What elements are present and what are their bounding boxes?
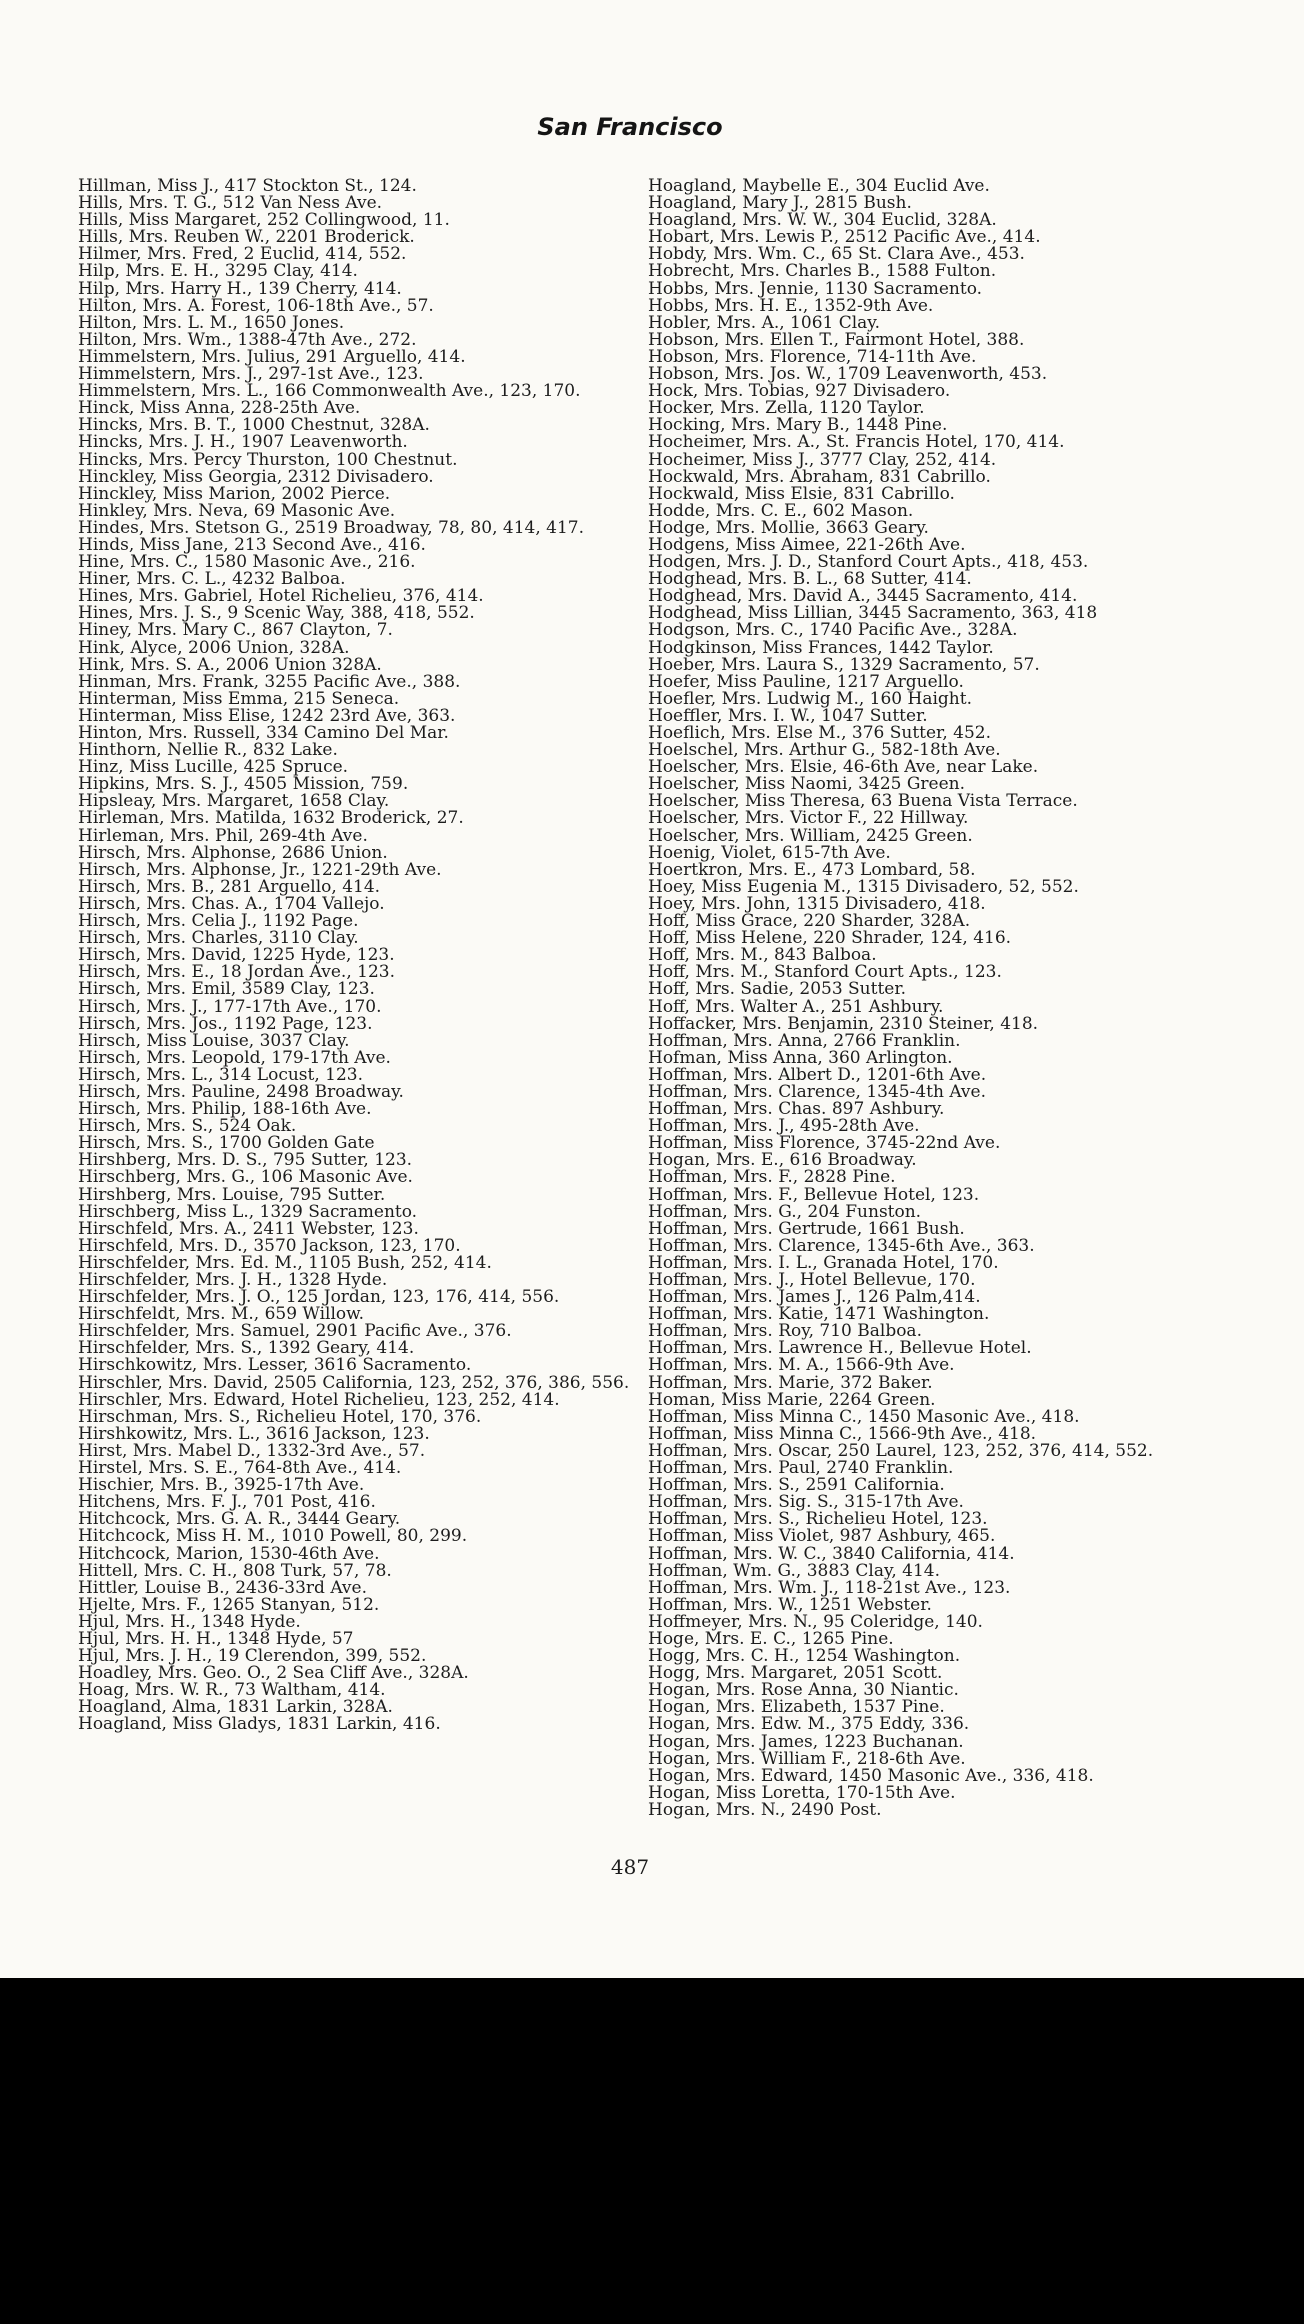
directory-entry: Hirsch, Mrs. Emil, 3589 Clay, 123. (78, 979, 375, 1000)
directory-entry: Hirschler, Mrs. Edward, Hotel Richelieu, 123, 252, 414. (78, 1389, 560, 1410)
directory-entry: Hirsch, Mrs. E., 18 Jordan Ave., 123. (78, 962, 395, 983)
directory-entry: Hischier, Mrs. B., 3925-17th Ave. (78, 1475, 365, 1496)
directory-entry: Hoefer, Miss Pauline, 1217 Arguello. (648, 671, 964, 692)
directory-entry: Hitchcock, Miss H. M., 1010 Powell, 80, 299. (78, 1526, 468, 1547)
directory-entry: Hoffman, Mrs. W. C., 3840 California, 414. (648, 1543, 1015, 1564)
directory-entry: Hitchens, Mrs. F. J., 701 Post, 416. (78, 1492, 376, 1513)
directory-entry: Hoffman, Mrs. Katie, 1471 Washington. (648, 1304, 990, 1325)
directory-entry: Hills, Miss Margaret, 252 Collingwood, 11. (78, 210, 450, 231)
directory-entry: Hoffman, Miss Minna C., 1450 Masonic Ave., 418. (648, 1406, 1080, 1427)
directory-entry: Hoffman, Mrs. Paul, 2740 Franklin. (648, 1458, 954, 1479)
directory-entry: Hoelscher, Miss Naomi, 3425 Green. (648, 774, 966, 795)
directory-entry: Hodde, Mrs. C. E., 602 Mason. (648, 500, 914, 521)
directory-entry: Hink, Mrs. S. A., 2006 Union 328A. (78, 654, 382, 675)
directory-entry: Hirleman, Mrs. Matilda, 1632 Broderick, 27. (78, 808, 464, 829)
directory-entry: Hirsch, Mrs. B., 281 Arguello, 414. (78, 876, 381, 897)
directory-entry: Hinckley, Miss Marion, 2002 Pierce. (78, 483, 391, 504)
directory-entry: Hirsch, Mrs. David, 1225 Hyde, 123. (78, 945, 395, 966)
directory-entry: Hirschfelder, Mrs. J. H., 1328 Hyde. (78, 1270, 388, 1290)
directory-entry: Hogg, Mrs. C. H., 1254 Washington. (648, 1646, 961, 1667)
directory-entry: Hodghead, Miss Lillian, 3445 Sacramento, 363, 418 (648, 603, 1098, 624)
directory-entry: Hoffman, Mrs. J., 495-28th Ave. (648, 1116, 920, 1137)
directory-entry: Hirschfeld, Mrs. D., 3570 Jackson, 123, 170. (78, 1235, 461, 1256)
directory-entry: Hills, Mrs. T. G., 512 Van Ness Ave. (78, 193, 383, 214)
directory-entry: Hines, Mrs. Gabriel, Hotel Richelieu, 376, 414. (78, 586, 484, 607)
directory-entry: Hoagland, Mary J., 2815 Bush. (648, 193, 912, 214)
directory-entry: Hogan, Mrs. N., 2490 Post. (648, 1799, 882, 1820)
directory-entry: Hincks, Mrs. Percy Thurston, 100 Chestnut. (78, 449, 458, 470)
directory-entry: Hipsleay, Mrs. Margaret, 1658 Clay. (78, 791, 390, 812)
directory-entry: Hinds, Miss Jane, 213 Second Ave., 416. (78, 534, 426, 555)
directory-entry: Hockwald, Mrs. Abraham, 831 Cabrillo. (648, 466, 991, 487)
directory-entry: Hjelte, Mrs. F., 1265 Stanyan, 512. (78, 1594, 380, 1615)
directory-entry: Hirsch, Mrs. S., 524 Oak. (78, 1116, 297, 1137)
directory-entry: Hoffman, Mrs. James J., 126 Palm,414. (648, 1287, 981, 1308)
directory-entry: Hodghead, Mrs. B. L., 68 Sutter, 414. (648, 569, 972, 590)
directory-entry: Hillman, Miss J., 417 Stockton St., 124. (78, 176, 417, 196)
directory-entry: Hinz, Miss Lucille, 425 Spruce. (78, 757, 349, 778)
directory-entry: Hirshkowitz, Mrs. L., 3616 Jackson, 123. (78, 1423, 430, 1444)
directory-entry: Hoff, Mrs. M., 843 Balboa. (648, 945, 877, 966)
directory-entry: Hilton, Mrs. A. Forest, 106-18th Ave., 57. (78, 295, 434, 316)
directory-entry: Hodgen, Mrs. J. D., Stanford Court Apts., 418, 453. (648, 552, 1089, 573)
directory-entry: Hirschfeldt, Mrs. M., 659 Willow. (78, 1304, 365, 1325)
directory-entry: Hilton, Mrs. L. M., 1650 Jones. (78, 312, 345, 333)
directory-entry: Hirschberg, Mrs. G., 106 Masonic Ave. (78, 1167, 413, 1188)
directory-entry: Hoff, Miss Grace, 220 Sharder, 328A. (648, 911, 971, 932)
directory-entry: Hoagland, Miss Gladys, 1831 Larkin, 416. (78, 1714, 441, 1735)
directory-entry: Hoeffler, Mrs. I. W., 1047 Sutter. (648, 705, 928, 726)
directory-entry: Hirschman, Mrs. S., Richelieu Hotel, 170, 376. (78, 1406, 482, 1427)
directory-entry: Hoffman, Mrs. Chas. 897 Ashbury. (648, 1099, 945, 1120)
directory-entry: Hinterman, Miss Elise, 1242 23rd Ave, 363. (78, 705, 456, 726)
directory-entry: Hinck, Miss Anna, 228-25th Ave. (78, 398, 361, 419)
directory-entry: Hocheimer, Miss J., 3777 Clay, 252, 414. (648, 449, 997, 470)
directory-entry: Hoff, Mrs. M., Stanford Court Apts., 123. (648, 962, 1002, 983)
directory-entry: Hitchcock, Marion, 1530-46th Ave. (78, 1543, 380, 1564)
directory-entry: Hirschfelder, Mrs. J. O., 125 Jordan, 123, 176, 414, 556. (78, 1287, 560, 1308)
directory-entry: Hogan, Mrs. E., 616 Broadway. (648, 1150, 917, 1171)
directory-entry: Hoey, Mrs. John, 1315 Divisadero, 418. (648, 893, 986, 914)
directory-entry: Hilmer, Mrs. Fred, 2 Euclid, 414, 552. (78, 244, 407, 265)
directory-entry: Hobson, Mrs. Florence, 714-11th Ave. (648, 346, 977, 367)
directory-entry: Hoelscher, Mrs. Elsie, 46-6th Ave, near Lake. (648, 757, 1039, 778)
directory-entry: Hoff, Mrs. Walter A., 251 Ashbury. (648, 996, 944, 1017)
directory-entry: Hirsch, Miss Louise, 3037 Clay. (78, 1030, 350, 1051)
directory-entry: Hofman, Miss Anna, 360 Arlington. (648, 1047, 953, 1068)
directory-entry: Hoagland, Mrs. W. W., 304 Euclid, 328A. (648, 210, 997, 231)
directory-entry: Hine, Mrs. C., 1580 Masonic Ave., 216. (78, 552, 416, 573)
directory-entry: Hilp, Mrs. Harry H., 139 Cherry, 414. (78, 278, 402, 299)
directory-entry: Hoffman, Mrs. M. A., 1566-9th Ave. (648, 1355, 955, 1376)
directory-entry: Hodghead, Mrs. David A., 3445 Sacramento, 414. (648, 586, 1078, 607)
directory-entry: Hjul, Mrs. H., 1348 Hyde. (78, 1611, 301, 1632)
directory-entry: Hilton, Mrs. Wm., 1388-47th Ave., 272. (78, 329, 417, 350)
directory-entry: Hoffman, Mrs. Anna, 2766 Franklin. (648, 1030, 961, 1051)
directory-entry: Hobdy, Mrs. Wm. C., 65 St. Clara Ave., 453. (648, 244, 1025, 265)
directory-entry: Hogan, Mrs. Edward, 1450 Masonic Ave., 336, 418. (648, 1765, 1094, 1786)
directory-entry: Hjul, Mrs. J. H., 19 Clerendon, 399, 552. (78, 1646, 427, 1667)
directory-entry: Hirsch, Mrs. Alphonse, 2686 Union. (78, 842, 388, 863)
directory-entry: Hincks, Mrs. J. H., 1907 Leavenworth. (78, 432, 408, 453)
directory-entry: Hocking, Mrs. Mary B., 1448 Pine. (648, 415, 948, 436)
directory-entry: Hogan, Mrs. Rose Anna, 30 Niantic. (648, 1680, 959, 1701)
directory-entry: Hinkley, Mrs. Neva, 69 Masonic Ave. (78, 500, 396, 521)
directory-entry: Hoertkron, Mrs. E., 473 Lombard, 58. (648, 859, 976, 880)
directory-entry: Hoffman, Mrs. Wm. J., 118-21st Ave., 123. (648, 1577, 1011, 1598)
directory-entry: Hoffacker, Mrs. Benjamin, 2310 Steiner, 418. (648, 1013, 1039, 1034)
directory-entry: Hirst, Mrs. Mabel D., 1332-3rd Ave., 57. (78, 1440, 426, 1461)
directory-entry: Hoffman, Mrs. I. L., Granada Hotel, 170. (648, 1252, 999, 1273)
directory-entry: Hirschberg, Miss L., 1329 Sacramento. (78, 1201, 418, 1222)
directory-entry: Hirsch, Mrs. Pauline, 2498 Broadway. (78, 1081, 404, 1102)
directory-entry: Hoelschel, Mrs. Arthur G., 582-18th Ave. (648, 740, 1001, 761)
directory-entry: Hirschfelder, Mrs. Ed. M., 1105 Bush, 252, 414. (78, 1252, 492, 1273)
directory-entry: Hjul, Mrs. H. H., 1348 Hyde, 57 (78, 1628, 354, 1649)
directory-entry: Hirsch, Mrs. Charles, 3110 Clay. (78, 928, 359, 949)
directory-entry: Homan, Miss Marie, 2264 Green. (648, 1389, 936, 1410)
directory-entry: Hoenig, Violet, 615-7th Ave. (648, 842, 891, 863)
directory-entry: Hirsch, Mrs. S., 1700 Golden Gate (78, 1133, 375, 1154)
directory-entry: Hoey, Miss Eugenia M., 1315 Divisadero, 52, 552. (648, 876, 1079, 897)
directory-entry: Hoffman, Mrs. G., 204 Funston. (648, 1201, 922, 1222)
directory-entry: Hirsch, Mrs. Leopold, 179-17th Ave. (78, 1047, 391, 1068)
directory-entry: Hoffman, Miss Minna C., 1566-9th Ave., 418. (648, 1423, 1037, 1444)
directory-entry: Hirschfeld, Mrs. A., 2411 Webster, 123. (78, 1218, 419, 1239)
directory-entry: Himmelstern, Mrs. J., 297-1st Ave., 123. (78, 364, 424, 385)
directory-entry: Hoffman, Mrs. Clarence, 1345-6th Ave., 363. (648, 1235, 1035, 1256)
directory-entry: Hipkins, Mrs. S. J., 4505 Mission, 759. (78, 774, 409, 795)
directory-entry: Hoffman, Mrs. Albert D., 1201-6th Ave. (648, 1064, 987, 1085)
directory-entry: Hogg, Mrs. Margaret, 2051 Scott. (648, 1663, 943, 1684)
directory-entry: Hirschler, Mrs. David, 2505 California, 123, 252, 376, 386, 556. (78, 1372, 630, 1393)
directory-entry: Hogan, Miss Loretta, 170-15th Ave. (648, 1782, 956, 1803)
directory-entry: Hobart, Mrs. Lewis P., 2512 Pacific Ave., 414. (648, 227, 1041, 248)
directory-entry: Himmelstern, Mrs. Julius, 291 Arguello, 414. (78, 346, 466, 367)
directory-entry: Hinckley, Miss Georgia, 2312 Divisadero. (78, 466, 434, 487)
directory-entry: Hirshberg, Mrs. D. S., 795 Sutter, 123. (78, 1150, 413, 1171)
directory-entry: Hoag, Mrs. W. R., 73 Waltham, 414. (78, 1680, 386, 1701)
directory-entry: Hocker, Mrs. Zella, 1120 Taylor. (648, 398, 925, 419)
directory-entry: Hitchcock, Mrs. G. A. R., 3444 Geary. (78, 1509, 401, 1530)
directory-entry: Hirsch, Mrs. Philip, 188-16th Ave. (78, 1099, 372, 1120)
directory-entry: Hock, Mrs. Tobias, 927 Divisadero. (648, 381, 951, 402)
directory-entry: Hocheimer, Mrs. A., St. Francis Hotel, 170, 414. (648, 432, 1065, 453)
directory-entry: Hincks, Mrs. B. T., 1000 Chestnut, 328A. (78, 415, 430, 436)
directory-entry: Hinman, Mrs. Frank, 3255 Pacific Ave., 388. (78, 671, 461, 692)
directory-entry: Hoffman, Mrs. Marie, 372 Baker. (648, 1372, 933, 1393)
directory-entry: Hoffmeyer, Mrs. N., 95 Coleridge, 140. (648, 1611, 983, 1632)
directory-entry: Hilp, Mrs. E. H., 3295 Clay, 414. (78, 261, 358, 282)
directory-entry: Hobbs, Mrs. Jennie, 1130 Sacramento. (648, 278, 983, 299)
directory-entry: Hirschkowitz, Mrs. Lesser, 3616 Sacramento. (78, 1355, 472, 1376)
directory-entry: Hirsch, Mrs. L., 314 Locust, 123. (78, 1064, 364, 1085)
directory-entry: Hiney, Mrs. Mary C., 867 Clayton, 7. (78, 620, 393, 641)
directory-entry: Hodgens, Miss Aimee, 221-26th Ave. (648, 534, 966, 555)
directory-entry: Hoagland, Alma, 1831 Larkin, 328A. (78, 1697, 393, 1718)
directory-entry: Hoff, Mrs. Sadie, 2053 Sutter. (648, 979, 907, 1000)
directory-entry: Hockwald, Miss Elsie, 831 Cabrillo. (648, 483, 955, 504)
directory-entry: Hirsch, Mrs. Celia J., 1192 Page. (78, 911, 359, 932)
directory-entry: Hogan, Mrs. James, 1223 Buchanan. (648, 1731, 964, 1752)
page-number: 487 (610, 1855, 650, 1879)
directory-entry: Hiner, Mrs. C. L., 4232 Balboa. (78, 569, 346, 590)
directory-entry: Hoffman, Mrs. Gertrude, 1661 Bush. (648, 1218, 965, 1239)
directory-entry: Hirstel, Mrs. S. E., 764-8th Ave., 414. (78, 1458, 402, 1479)
directory-entry: Hinthorn, Nellie R., 832 Lake. (78, 740, 338, 761)
directory-entry: Hoge, Mrs. E. C., 1265 Pine. (648, 1628, 894, 1649)
directory-entry: Hirsch, Mrs. Chas. A., 1704 Vallejo. (78, 893, 385, 914)
directory-entry: Hittler, Louise B., 2436-33rd Ave. (78, 1577, 367, 1598)
directory-entry: Hoadley, Mrs. Geo. O., 2 Sea Cliff Ave., 328A. (78, 1663, 469, 1684)
directory-entry: Hindes, Mrs. Stetson G., 2519 Broadway, 78, 80, 414, 417. (78, 517, 584, 538)
directory-entry: Hodge, Mrs. Mollie, 3663 Geary. (648, 517, 929, 538)
directory-entry: Hogan, Mrs. William F., 218-6th Ave. (648, 1748, 966, 1769)
directory-entry: Hoffman, Mrs. Clarence, 1345-4th Ave. (648, 1081, 986, 1102)
directory-entry: Hoelscher, Mrs. William, 2425 Green. (648, 825, 973, 846)
directory-entry: Hirleman, Mrs. Phil, 269-4th Ave. (78, 825, 368, 846)
directory-entry: Hoffman, Mrs. S., Richelieu Hotel, 123. (648, 1509, 988, 1530)
page-title: San Francisco (537, 113, 723, 141)
directory-entry: Hoffman, Miss Florence, 3745-22nd Ave. (648, 1133, 1001, 1154)
directory-entry: Hoffman, Mrs. F., 2828 Pine. (648, 1167, 896, 1188)
directory-entry: Hoefler, Mrs. Ludwig M., 160 Haight. (648, 688, 972, 709)
directory-entry: Hobson, Mrs. Jos. W., 1709 Leavenworth, 453. (648, 364, 1048, 385)
directory-entry: Hirsch, Mrs. Jos., 1192 Page, 123. (78, 1013, 373, 1034)
directory-entry: Hodgson, Mrs. C., 1740 Pacific Ave., 328A. (648, 620, 1018, 641)
right-column (648, 178, 1243, 1819)
directory-entry: Hoelscher, Miss Theresa, 63 Buena Vista Terrace. (648, 791, 1078, 812)
directory-entry: Hirshberg, Mrs. Louise, 795 Sutter. (78, 1184, 386, 1205)
directory-entry: Hobbs, Mrs. H. E., 1352-9th Ave. (648, 295, 934, 316)
directory-entry: Hirschfelder, Mrs. Samuel, 2901 Pacific Ave., 376. (78, 1321, 512, 1342)
directory-entry: Hirsch, Mrs. Alphonse, Jr., 1221-29th Ave. (78, 859, 442, 880)
directory-entry: Hoeber, Mrs. Laura S., 1329 Sacramento, 57. (648, 654, 1040, 675)
directory-entry: Hinterman, Miss Emma, 215 Seneca. (78, 688, 400, 709)
directory-entry: Hirschfelder, Mrs. S., 1392 Geary, 414. (78, 1338, 415, 1359)
directory-entry: Hoffman, Mrs. S., 2591 California. (648, 1475, 945, 1496)
directory-entry: Hoffman, Mrs. J., Hotel Bellevue, 170. (648, 1270, 976, 1290)
directory-entry: Hoff, Miss Helene, 220 Shrader, 124, 416. (648, 928, 1012, 949)
directory-entry: Hines, Mrs. J. S., 9 Scenic Way, 388, 418, 552. (78, 603, 475, 624)
directory-entry: Hobler, Mrs. A., 1061 Clay. (648, 312, 881, 333)
directory-entry: Hoagland, Maybelle E., 304 Euclid Ave. (648, 176, 990, 196)
directory-entry: Hoffman, Miss Violet, 987 Ashbury, 465. (648, 1526, 996, 1547)
directory-entry: Hoelscher, Mrs. Victor F., 22 Hillway. (648, 808, 969, 829)
directory-entry: Hoeflich, Mrs. Else M., 376 Sutter, 452. (648, 723, 991, 743)
directory-entry: Hink, Alyce, 2006 Union, 328A. (78, 637, 350, 658)
directory-entry: Hogan, Mrs. Edw. M., 375 Eddy, 336. (648, 1714, 970, 1735)
directory-entry: Hoffman, Mrs. F., Bellevue Hotel, 123. (648, 1184, 980, 1205)
directory-entry: Hoffman, Mrs. Lawrence H., Bellevue Hotel. (648, 1338, 1032, 1359)
directory-entry: Hogan, Mrs. Elizabeth, 1537 Pine. (648, 1697, 945, 1718)
left-column (78, 178, 673, 1734)
directory-entry: Hinton, Mrs. Russell, 334 Camino Del Mar. (78, 723, 449, 743)
directory-entry: Hodgkinson, Miss Frances, 1442 Taylor. (648, 637, 994, 658)
directory-entry: Himmelstern, Mrs. L., 166 Commonwealth Ave., 123, 170. (78, 381, 581, 402)
directory-entry: Hirsch, Mrs. J., 177-17th Ave., 170. (78, 996, 382, 1017)
directory-entry: Hittell, Mrs. C. H., 808 Turk, 57, 78. (78, 1560, 392, 1581)
directory-entry: Hoffman, Mrs. W., 1251 Webster. (648, 1594, 932, 1615)
directory-entry: Hoffman, Wm. G., 3883 Clay, 414. (648, 1560, 940, 1581)
directory-entry: Hoffman, Mrs. Oscar, 250 Laurel, 123, 252, 376, 414, 552. (648, 1440, 1154, 1461)
directory-entry: Hobrecht, Mrs. Charles B., 1588 Fulton. (648, 261, 997, 282)
directory-entry: Hoffman, Mrs. Roy, 710 Balboa. (648, 1321, 922, 1342)
directory-entry: Hoffman, Mrs. Sig. S., 315-17th Ave. (648, 1492, 964, 1513)
directory-entry: Hobson, Mrs. Ellen T., Fairmont Hotel, 388. (648, 329, 1025, 350)
directory-entry: Hills, Mrs. Reuben W., 2201 Broderick. (78, 227, 415, 248)
